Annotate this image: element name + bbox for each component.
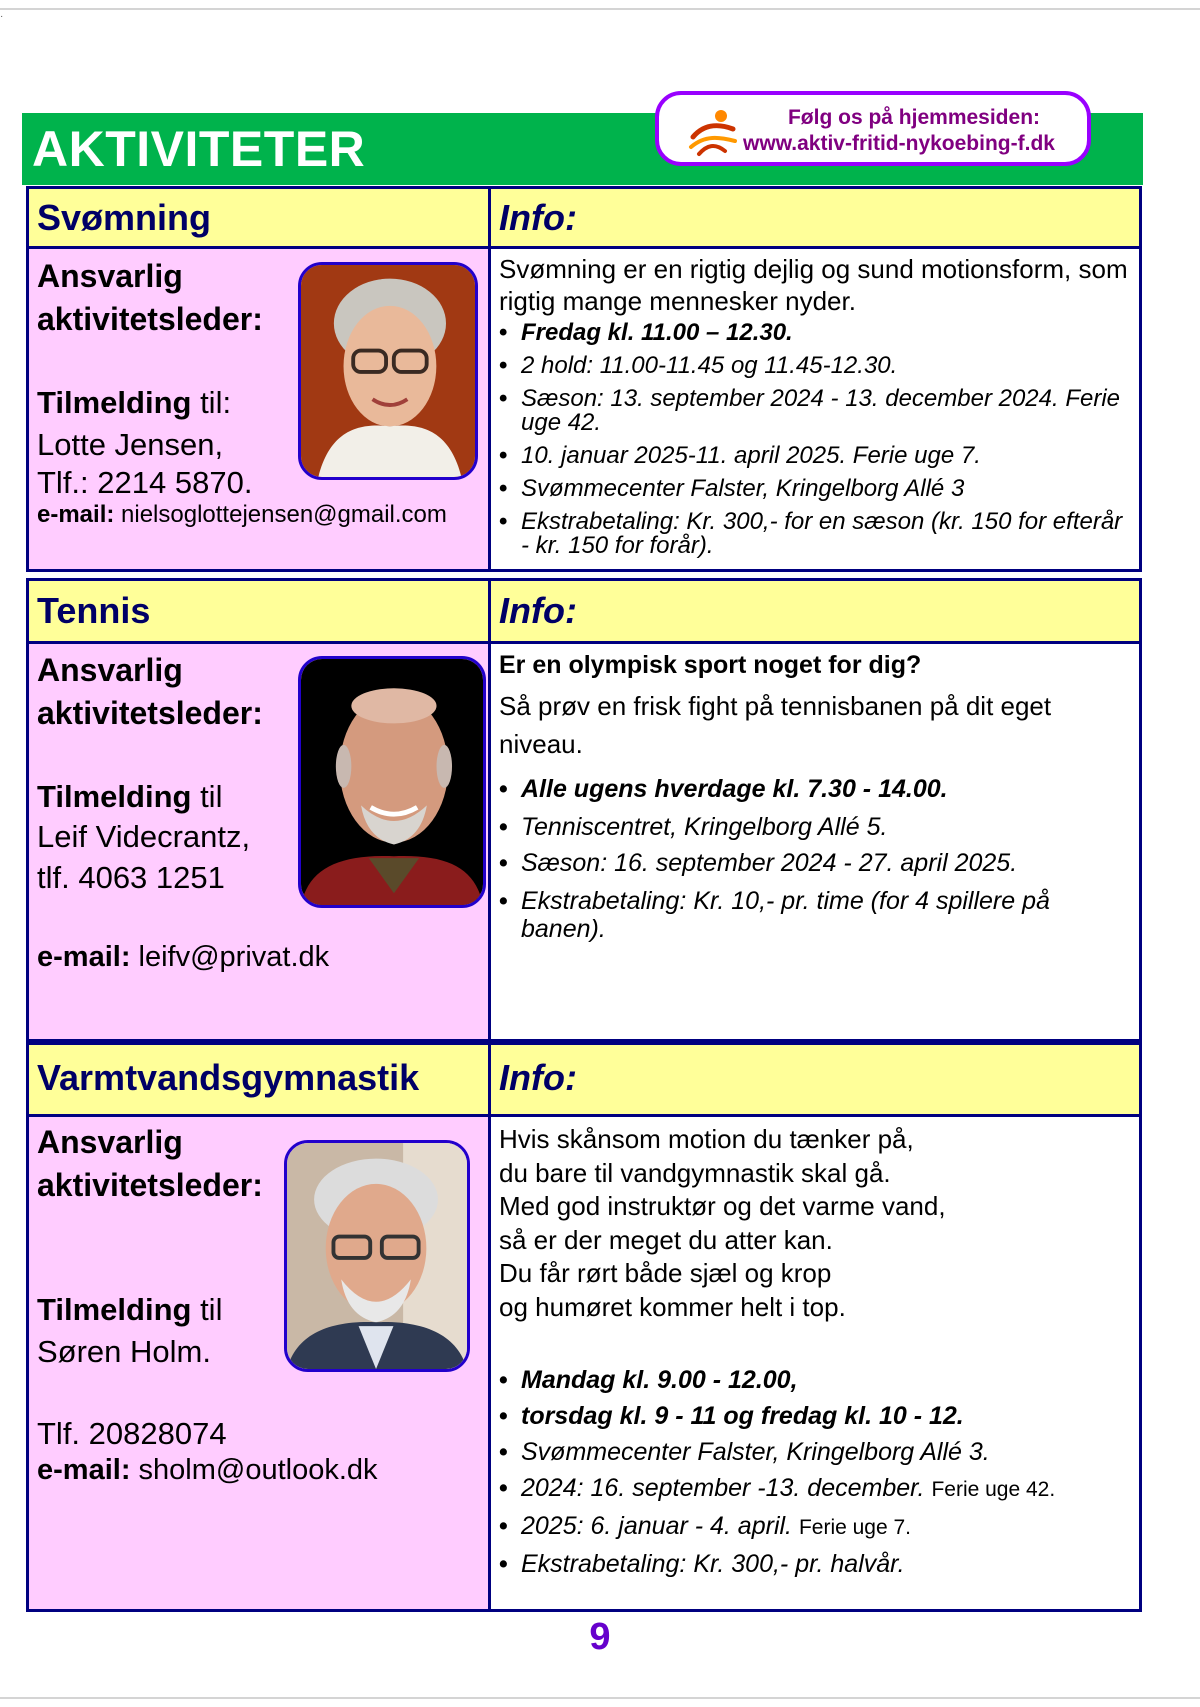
registration-label: Tilmelding [37, 1292, 192, 1327]
bullet-item: • Svømmecenter Falster, Kringelborg Allé 3. [499, 1434, 1131, 1470]
bullet-item: • torsdag kl. 9 - 11 og fredag kl. 10 - 12. [499, 1398, 1131, 1434]
poem-line: Hvis skånsom motion du tænker på, [499, 1124, 914, 1154]
info-content [499, 649, 1131, 943]
activity-name: Varmtvandsgymnastik [37, 1057, 420, 1098]
bullet-item: • Ekstrabetaling: Kr. 300,- pr. halvår. [499, 1546, 1131, 1582]
activity-section-svoemning [26, 186, 1142, 572]
leader-photo [298, 262, 478, 480]
leader-photo [298, 656, 486, 908]
activity-poem [499, 1123, 1131, 1324]
portrait-icon [301, 659, 483, 905]
info-content [499, 1123, 1131, 1582]
season-note: Ferie uge 42. [931, 1478, 1056, 1501]
contact-email-line [37, 1450, 378, 1490]
activity-name-strip [29, 189, 488, 249]
portrait-icon [287, 1143, 467, 1369]
activity-bullets [499, 775, 1131, 943]
activity-intro: Så prøv en frisk fight på tennisbanen på dit eget niveau. [499, 691, 1052, 759]
activity-name-strip [29, 1045, 488, 1117]
contact-email-line [37, 501, 447, 529]
bottom-rule [0, 1697, 1200, 1699]
registration-label: Tilmelding [37, 385, 192, 420]
season-note: Ferie uge 7. [798, 1516, 912, 1539]
poem-line: du bare til vandgymnastik skal gå. [499, 1157, 891, 1188]
contact-name: Leif Videcrantz, [37, 819, 251, 854]
poem-line: så er der meget du atter kan. [499, 1224, 833, 1255]
contact-column [29, 189, 491, 569]
info-column [491, 189, 1139, 569]
corner-mark: · [0, 11, 4, 22]
registration-line [37, 777, 222, 817]
info-strip [491, 189, 1139, 249]
email-label: e-mail: [37, 941, 131, 973]
info-column [491, 581, 1139, 1039]
leader-label: Ansvarlig aktivitetsleder: [37, 258, 263, 337]
page-number: 9 [589, 1616, 611, 1658]
leader-label: Ansvarlig aktivitetsleder: [37, 652, 263, 731]
activity-section-varmtvandsgymnastik [26, 1042, 1142, 1612]
activity-section-tennis [26, 578, 1142, 1042]
leader-photo [284, 1140, 470, 1372]
info-label: Info: [499, 197, 577, 238]
registration-suffix: til: [191, 385, 232, 420]
activity-bullets [499, 321, 1131, 558]
activity-headline: Er en olympisk sport noget for dig? [499, 651, 922, 679]
info-strip [491, 581, 1139, 644]
registration-label: Tilmelding [37, 779, 192, 814]
contact-email[interactable]: leifv@privat.dk [130, 941, 330, 973]
season-dates: 2024: 16. september -13. december. [521, 1474, 925, 1502]
contact-name: Lotte Jensen, [37, 427, 224, 462]
poem-line: og humøret kommer helt i top. [499, 1291, 846, 1322]
bullet-item: • Sæson: 13. september 2024 - 13. december 2024. Ferie uge 42. [499, 387, 1131, 435]
leader-label: Ansvarlig aktivitetsleder: [37, 1124, 263, 1203]
activity-bullets [499, 1362, 1131, 1582]
contact-phone: tlf. 4063 1251 [37, 860, 225, 895]
bullet-item [499, 1470, 1131, 1508]
poem-line: Med god instruktør og det varme vand, [499, 1191, 946, 1221]
info-label: Info: [499, 590, 577, 631]
website-caption: Følg os på hjemmesiden: [787, 106, 1041, 129]
activity-name: Svømning [37, 197, 212, 238]
website-banner[interactable] [655, 91, 1091, 166]
bullet-item: • Fredag kl. 11.00 – 12.30. [499, 321, 1131, 345]
registration-line [37, 383, 231, 423]
email-label: e-mail: [37, 501, 115, 528]
contact-email[interactable]: sholm@outlook.dk [130, 1454, 378, 1486]
bullet-item: • Mandag kl. 9.00 - 12.00, [499, 1362, 1131, 1398]
bullet-item: • Tenniscentret, Kringelborg Allé 5. [499, 813, 1131, 841]
page-title: AKTIVITETER [32, 121, 366, 177]
bullet-item: • Alle ugens hverdage kl. 7.30 - 14.00. [499, 775, 1131, 803]
bullet-item: • Svømmecenter Falster, Kringelborg Allé 3 [499, 477, 1131, 501]
info-label: Info: [499, 1057, 577, 1098]
bullet-item: • Ekstrabetaling: Kr. 10,- pr. time (for 4 spillere på banen). [499, 887, 1131, 943]
activity-intro: Svømning er en rigtig dejlig og sund motionsform, som rigtig mange mennesker nyder. [499, 254, 1128, 316]
registration-suffix: til [191, 779, 223, 814]
bullet-item: • 2 hold: 11.00-11.45 og 11.45-12.30. [499, 354, 1131, 378]
info-column [491, 1045, 1139, 1609]
contact-email-line [37, 937, 329, 977]
contact-phone: Tlf.: 2214 5870. [37, 465, 253, 500]
website-url[interactable]: www.aktiv-fritid-nykoebing-f.dk [743, 132, 1055, 155]
registration-line [37, 1290, 222, 1330]
contact-phone: Tlf. 20828074 [37, 1416, 227, 1451]
contact-column [29, 581, 491, 1039]
bullet-item: • Sæson: 16. september 2024 - 27. april 2025. [499, 849, 1131, 877]
registration-suffix: til [191, 1292, 223, 1327]
bullet-item: • Ekstrabetaling: Kr. 300,- for en sæson (kr. 150 for efterår - kr. 150 for forår). [499, 510, 1131, 558]
activity-name-strip [29, 581, 488, 644]
bullet-item: • 10. januar 2025-11. april 2025. Ferie uge 7. [499, 444, 1131, 468]
contact-name: Søren Holm. [37, 1334, 211, 1369]
info-content [499, 253, 1131, 558]
poem-line: Du får rørt både sjæl og krop [499, 1258, 832, 1288]
bullet-item [499, 1508, 1131, 1546]
info-strip [491, 1045, 1139, 1117]
portrait-icon [301, 265, 475, 477]
contact-column [29, 1045, 491, 1609]
season-dates: 2025: 6. januar - 4. april. [521, 1512, 792, 1540]
activity-name: Tennis [37, 590, 151, 631]
email-label: e-mail: [37, 1454, 131, 1486]
top-rule [0, 8, 1200, 10]
contact-email[interactable]: nielsoglottejensen@gmail.com [114, 501, 447, 528]
